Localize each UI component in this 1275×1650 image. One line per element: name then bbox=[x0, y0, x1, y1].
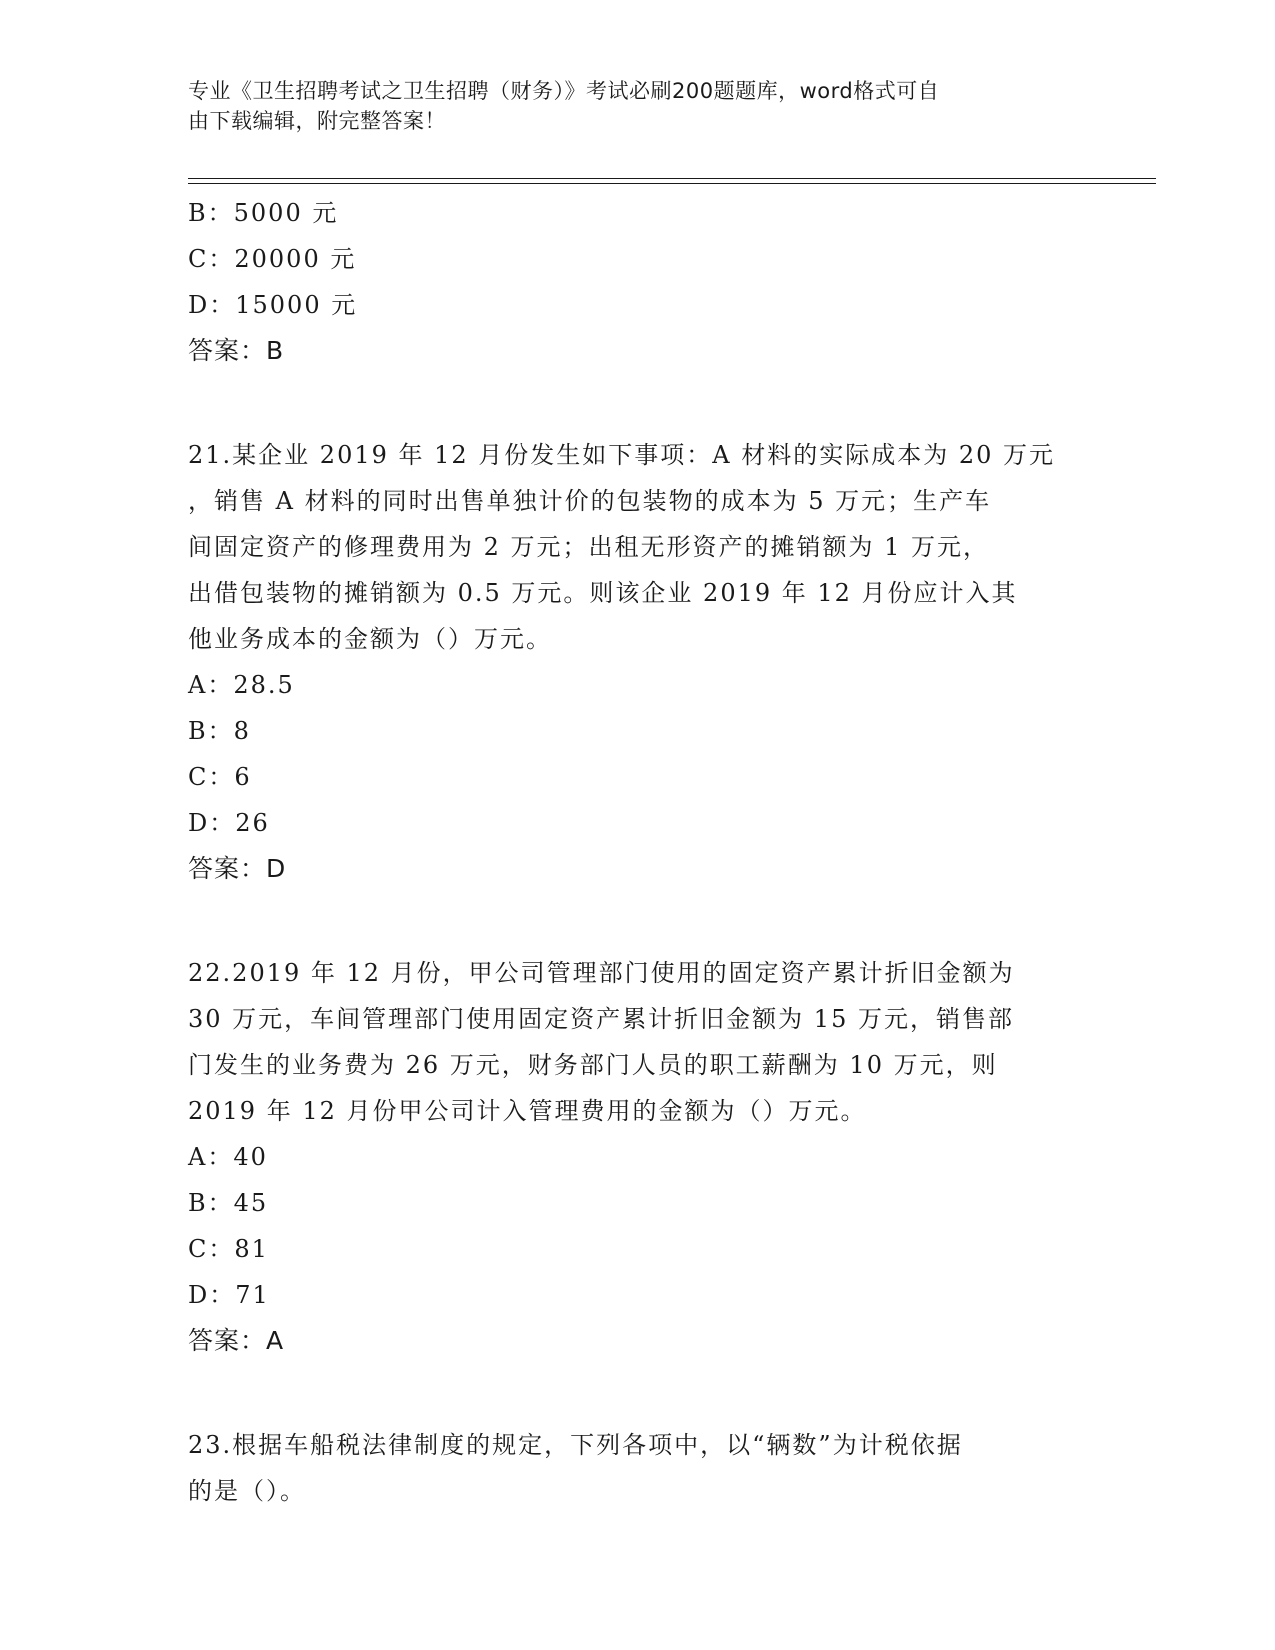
document-header bbox=[188, 76, 1078, 136]
option-b: B：8 bbox=[188, 717, 251, 745]
question-20-tail bbox=[188, 190, 1088, 374]
question-stem-line: 23.根据车船税法律制度的规定，下列各项中，以“辆数”为计税依据 bbox=[188, 1431, 963, 1459]
question-stem-line: 门发生的业务费为 26 万元，财务部门人员的职工薪酬为 10 万元，则 bbox=[188, 1051, 998, 1079]
question-stem-line: 间固定资产的修理费用为 2 万元；出租无形资产的摊销额为 1 万元， bbox=[188, 533, 990, 561]
answer-line: 答案：B bbox=[188, 336, 285, 365]
question-21 bbox=[188, 432, 1088, 892]
option-c: C：81 bbox=[188, 1235, 269, 1263]
question-23 bbox=[188, 1422, 1088, 1514]
question-stem-line: 的是（）。 bbox=[188, 1477, 306, 1505]
question-stem-line: 22.2019 年 12 月份，甲公司管理部门使用的固定资产累计折旧金额为 bbox=[188, 959, 1015, 987]
option-d: D：15000 元 bbox=[188, 291, 358, 319]
option-c: C：6 bbox=[188, 763, 252, 791]
answer-line: 答案：A bbox=[188, 1326, 285, 1355]
question-22 bbox=[188, 950, 1088, 1364]
question-content bbox=[188, 190, 1088, 1514]
question-stem-line: 2019 年 12 月份甲公司计入管理费用的金额为（）万元。 bbox=[188, 1097, 867, 1125]
header-line-2: 由下载编辑，附完整答案！ bbox=[188, 109, 446, 133]
option-c: C：20000 元 bbox=[188, 245, 357, 273]
option-d: D：26 bbox=[188, 809, 270, 837]
answer-line: 答案：D bbox=[188, 854, 287, 883]
question-stem-line: ，销售 A 材料的同时出售单独计价的包装物的成本为 5 万元；生产车 bbox=[188, 487, 992, 515]
question-stem-line: 他业务成本的金额为（）万元。 bbox=[188, 625, 552, 653]
question-stem-line: 21.某企业 2019 年 12 月份发生如下事项：A 材料的实际成本为 20 万元 bbox=[188, 441, 1056, 469]
option-b: B：45 bbox=[188, 1189, 269, 1217]
question-stem-line: 30 万元，车间管理部门使用固定资产累计折旧金额为 15 万元，销售部 bbox=[188, 1005, 1014, 1033]
header-divider-bottom bbox=[188, 183, 1156, 184]
question-stem-line: 出借包装物的摊销额为 0.5 万元。则该企业 2019 年 12 月份应计入其 bbox=[188, 579, 1018, 607]
header-divider-top bbox=[188, 178, 1156, 179]
option-a: A：40 bbox=[188, 1143, 268, 1171]
option-d: D：71 bbox=[188, 1281, 270, 1309]
option-a: A：28.5 bbox=[188, 671, 295, 699]
option-b: B：5000 元 bbox=[188, 199, 339, 227]
header-line-1: 专业《卫生招聘考试之卫生招聘（财务）》考试必刷200题题库，word格式可自 bbox=[188, 79, 940, 103]
